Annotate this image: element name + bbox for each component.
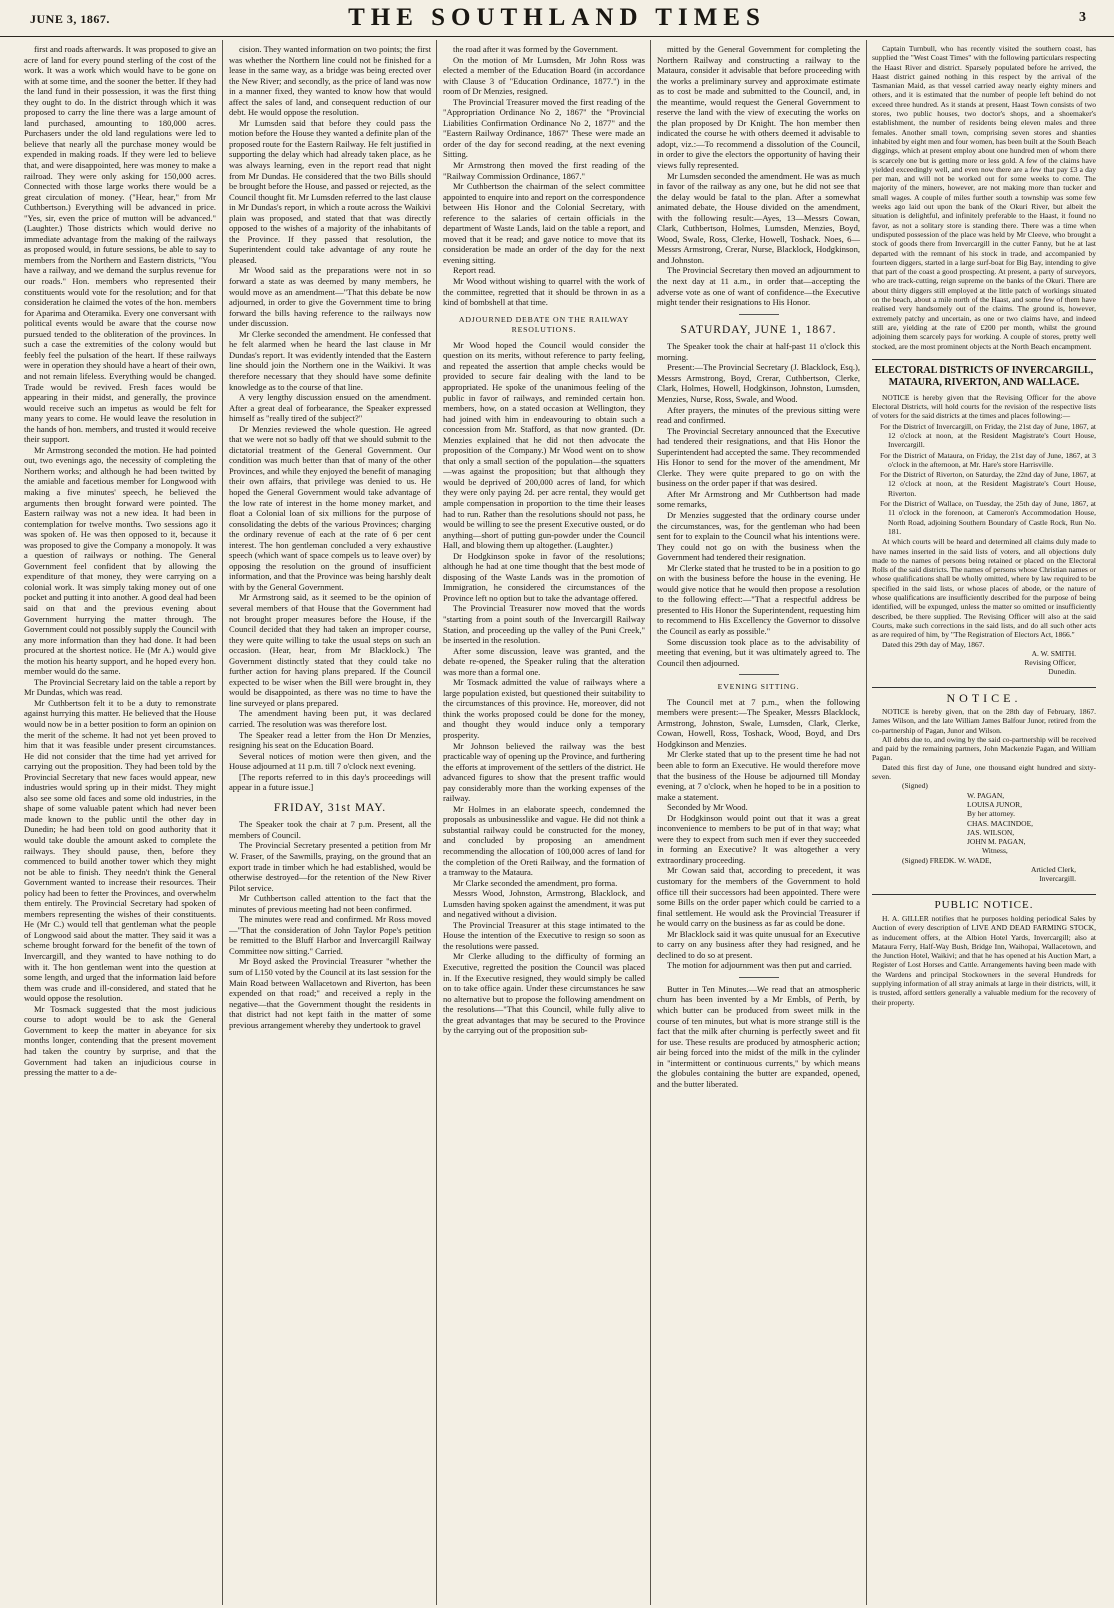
column-rule xyxy=(222,40,223,1605)
article-paragraph: Mr Cowan said that, according to precedent, it was customary for the members of the Government to hold office till their successors had been appointed. There were some Bills on the order paper which could be carried to a final settlement. He would ask the Provincial Treasurer if he would carry on the business as far as could be done. xyxy=(657,865,860,929)
notice-body: NOTICE is hereby given, that on the 28th day of February, 1867. James Wilson, and the late William James Balfour Junor, retired from the co-partnership of Pagan, Junor and Wilson. xyxy=(872,707,1096,735)
article-paragraph: A very lengthy discussion ensued on the amendment. After a great deal of forbearance, the Speaker expressed himself as "really tired of the subject?" xyxy=(229,392,431,424)
article-paragraph: mitted by the General Government for completing the Northern Railway and constructing a railway to the Mataura, consider it advisable that before proceeding with the works a preliminary survey and approximate estimate as to cost be made and submitted to the Council, and, in the meantime, would request the General Government to reserve the land with the view of executing the works on the plan proposed by Dr Knight. The hon member then indicated the course he with others deemed it advisable to adopt, viz.:—To recommend a dissolution of the Council, in order to give the electors the opportunity of having their views fully represented. xyxy=(657,44,860,171)
article-paragraph: Mr Blacklock said it was quite unusual for an Executive to carry on any business after they had resigned, and he declined to do so at present. xyxy=(657,928,860,960)
article-paragraph: On the motion of Mr Lumsden, Mr John Ross was elected a member of the Education Board (in accordance with Clause 3 of "Education Ordinance, 1877.") in the room of Dr Menzies, resigned. xyxy=(443,54,645,97)
public-notice-body: H. A. GILLER notifies that he purposes holding periodical Sales by Auction of every description of LIVE AND DEAD FARMING STOCK, as inducement offers, at the Albion Hotel Yards, Invercargill; also at Mataura Ferry, Half-Way Bush, Bridge Inn, Waihopai, Wallacetown, and the Junction Hotel, Waikivi; and that he has opened at his Auction Mart, a Register of Lost Horses and Cattle. Arrangements having been made with the Wardens and principal Stockowners in the several Hundreds for supplying information of all stray animals at large in their districts, will, it is trusted, afford settlers generally a valuable medium for the recovery of their property. xyxy=(872,913,1096,1007)
issue-date: JUNE 3, 1867. xyxy=(30,12,110,26)
article-paragraph: Mr Holmes in an elaborate speech, condemned the proposals as unbusinesslike and vague. He did not think a substantial railway could be constructed for the money, and concluded by proposing an amendment recommending the allocation of 100,000 acres of land for the completion of the Oreti Railway, and the formation of a tramway to the Mataura. xyxy=(443,803,645,878)
article-paragraph: Mr Cuthbertson felt it to be a duty to remonstrate against hurrying this matter. He believed that the House would now be in a better position to form an opinion on the merit of the scheme. It had not yet been proved to him that it was feasible under present circumstances. He did not consider that the time had yet arrived for carrying out the proposition. They had been told by the Provincial Secretary that new faces would appear, new industries would spring up in their midst. They might also see some old faces and some old industries, in the shape of some valuable patent which had never been made known to the public until the other day in Dunedin; he had been told on good authority that it would take double the amount asked to complete the railways. They should pause, then, before they commenced to build another tower which they might not be able to finish. They needn't think the General Government wanted to increase their resources. Their policy had been to fetter the Provinces, and overwhelm them entirely. The Provincial Secretary had spoken of members representing the wishes of their constituents. He (Mr C.) would tell that gentleman what the people of Longwood said about the matter. They said it was a scheme brought forward for the benefit of the town of Invercargill, and they wanted to have nothing to do with it. The hon gentleman went into the question at some length, and urged that the information laid before them was crude and ill-considered, and stated that he would oppose the resolution. xyxy=(24,697,216,1004)
section-rule xyxy=(739,314,779,315)
electoral-body: At which courts will be heard and determined all claims duly made to have names inserted in the said lists of voters, and all objections duly made to the names of persons being retained or placed on the Electoral Rolls of the said districts. The names of persons whose Christian names or whose qualifications shall be wholly omitted, where by law required to be specified in the said lists, or whose places of abode, or the nature of whose qualifications are insufficiently described for the purpose of being identified, will be expunged, unless the matter so omitted or insufficiently described, be there supplied. The Revising Officer will also at the said Courts, make such corrections in the said lists, and do all such other acts as are required of him, by "The Registration of Electors Act, 1866." xyxy=(872,537,1096,640)
article-paragraph: Some discussion took place as to the advisability of meeting that evening, but it was ultimately agreed to. The Council then adjourned. xyxy=(657,636,860,668)
notice-signer: JAS. WILSON, xyxy=(967,827,1015,837)
column-1 xyxy=(24,44,216,1604)
article-paragraph: The Provincial Treasurer moved the first reading of the "Appropriation Ordinance No 2, 1867" the "Provincial Liabilities Confirmation Ordinance No 2, 1877" and the "Eastern Railway Ordinance, 1867" These were made an order of the day for second reading, at the next evening Sitting. xyxy=(443,96,645,160)
article-paragraph: Mr Clerke seconded the amendment. He confessed that he felt alarmed when he heard the last clause in Mr Dundas's report. It was evidently intended that the Eastern line should join the Northern one in the Waikivi. It was therefore necessary that they should have some definite knowledge as to the course of that line. xyxy=(229,328,431,392)
article-paragraph: Mr Cuthbertson the chairman of the select committee appointed to enquire into and report on the correspondence between His Honor and the Colonial Secretary, with reference to the salaries of certain officials in the department of Waste Lands, laid on the table a report, and moved that it be read; and gave notice to move that its consideration be made an order of the day for the next evening sitting. xyxy=(443,181,645,265)
electoral-court-item: For the District of Wallace, on Tuesday, the 25th day of June, 1867, at 11 o'clock in the forenoon, at Cameron's Accommodation House, North Road, adjoining Southern Boundary of Castle Rock, Run No. 181. xyxy=(880,499,1096,536)
article-paragraph: Dr Menzies reviewed the whole question. He agreed that we were not so badly off that we should submit to the dictatorial treatment of the General Government. Our condition was much better than that of many of the other Provinces, and while they enjoyed the benefit of managing their own affairs, that privilege was denied to us. He hoped the General Government would take advantage of the low rate of interest in the home money market, and float a Colonial loan of six millions for the purpose of consolidating the debts of the various Provinces; charging the ordinary revenue of each at the rate of 6 per cent interest. The hon gentleman concluded a very exhaustive speech (which want of space compels us to leave over) by opposing the resolution on the ground of insufficient information, and that the Province was being harshly dealt with by the General Government. xyxy=(229,423,431,592)
notice-debts: All debts due to, and owing by the said co-partnership will be received and paid by the remaining partners, John Mackenzie Pagan, and William Pagan. xyxy=(872,734,1096,763)
notice-signer: CHAS. MACINDOE, xyxy=(967,818,1034,828)
article-paragraph: Mr Wood said as the preparations were not in so forward a state as was deemed by many members, he would move as an amendment—"That this debate be now adjourned, in order to give the Government time to bring forward the bills having reference to the railways now under discussion. xyxy=(229,265,431,329)
electoral-signer: A. W. SMITH. xyxy=(1031,648,1076,658)
article-paragraph: After prayers, the minutes of the previous sitting were read and confirmed. xyxy=(657,404,860,426)
article-paragraph: The Speaker took the chair at half-past 11 o'clock this morning. xyxy=(657,341,860,362)
electoral-role: Revising Officer, xyxy=(1024,658,1076,668)
article-paragraph: After Mr Armstrong and Mr Cuthbertson had made some remarks, xyxy=(657,488,860,510)
article-paragraph: Mr Clerke stated that up to the present time he had not been able to form an Executive. He would therefore move that the business of the House be adjourned till Monday evening, at 7 o'clock, when he hoped to be in a position to make a statement. xyxy=(657,749,860,802)
masthead xyxy=(0,0,1114,37)
section-heading: SATURDAY, JUNE 1, 1867. xyxy=(680,323,837,336)
article-paragraph: Mr Clerke stated that he trusted to be in a position to go on with the business before the house in the evening. He would give notice that he would then propose a resolution to the following effect:—"That a respectful address be presented to His Honor the Superintendent, requesting him to recommend to His Excellency the Governor to dissolve the Council as early as possible." xyxy=(657,562,860,636)
article-paragraph: Mr Lumsden said that before they could pass the motion before the House they wanted a definite plan of the proposed route for the Eastern Railway. He felt justified in supporting the delay which had already taken place, as he was always learning, even in the report read that night from Mr Dundas. He considered that the two Bills should be brought before the House, and passed or rejected, as the Council thought fit. Mr Lumsden referred to the last clause in Mr Dundas's report, in which a route across the Waikivi plain was proposed, and stated that that was directly opposed to the wishes of a majority of the inhabitants of the Province. If they passed that resolution, the Superintendent could take advantage of any route he pleased. xyxy=(229,117,431,265)
notice-witness-label: Witness, xyxy=(982,846,1008,856)
article-paragraph: The Provincial Secretary laid on the table a report by Mr Dundas, which was read. xyxy=(24,676,216,698)
article-paragraph: The Council met at 7 p.m., when the following members were present:—The Speaker, Messrs Blacklock, Armstrong, Johnston, Swale, Lumsden, Clark, Clerke, Cowan, Howell, Ross, Toshack, Wood, Boyd, and Drs Hodgkinson and Menzies. xyxy=(657,696,860,749)
article-paragraph: Messrs Wood, Johnston, Armstrong, Blacklock, and Lumsden having spoken against the amendment, it was put and negatived without a division. xyxy=(443,888,645,920)
article-paragraph: Butter in Ten Minutes.—We read that an atmospheric churn has been invented by a Mr Embls, of Perth, by which butter can be produced from sweet milk in the course of ten minutes, but what is more strange still is the fact that the milk after churning is perfectly sweet and fit for use. These results are produced by atmospheric action; air being forced into the midst of the milk in the cylinder in "intermittent or continuous currents," by which means the globules containing the butter are expanded, opened, and the butter liberated. xyxy=(657,983,860,1089)
section-rule xyxy=(739,674,779,675)
column-4 xyxy=(657,44,860,1604)
article-paragraph: The Provincial Secretary announced that the Executive had tendered their resignations, and that His Honor the Superintendent had accepted the same. They recommended His Honor to send for the mover of the amendment, Mr Clerke. They were quite prepared to go on with the business on the order paper if that was desired. xyxy=(657,425,860,489)
electoral-heading: ELECTORAL DISTRICTS OF INVERCARGILL, MATAURA, RIVERTON, AND WALLACE. xyxy=(872,359,1096,389)
article-paragraph: Mr Wood without wishing to quarrel with the work of the committee, regretted that it should be thrown in as a kind of bombshell at that time. xyxy=(443,276,645,308)
notice-heading: NOTICE. xyxy=(872,687,1096,703)
article-paragraph: Captain Turnbull, who has recently visited the southern coast, has supplied the "West Coast Times" with the following particulars respecting the Haast River and district. Sparsely populated before he arrived, the Haast district gained nothing in this respect by the arrival of the Tasmanian Maid, as that vessel carried away nearly eighty miners and others, and it is estimated that the number of people left behind do not exceed three hundred. As it stands at present, Haast Town consists of two stores, two public houses, two doctor's shops, and a shoemaker's establishment, the number of residents being eleven males and three females. Another small town, comprising seven stores and shanties inhabited by eight men and four women, has been built at the South Beach diggings, which at present employ about one hundred men of whom there is scarcely one but is getting more or less gold. A few of the claims have yielded exceedingly well, and even now there are a few that pay £3 a day per man, and will not be worked out for some weeks to come. The majority of the miners, however, are not making more than tucker and small wages. A couple of miles further south a township was some few weeks ago laid out upon the bank of the Okuri River, but albeit the situation is delightful, and infinitely preferable to the Haast, it found no favor, as not a solitary store is standing there. There was a time when undisputed possession of the place was held by Mr Cleeve, who brought a stock of goods there from Invercargill in the cutter Fanny, but he at last departed with the remnant of his stock in trade, and accompanied by fourteen diggers, started in a large surf-boat for Big Bay, intending to give that part of the coast a good prospecting. At present, a party of surveyors, who are track-cutting, reign supreme on the banks of the Okuri. There are about thirty diggers still employed at the little patch of workings situated on the beach, about a mile north of the Haast, and some few of them have realised very handsomely out of the claims. The ground is, however, extremely patchy and uncertain, as one or two claims have, and indeed still are, yielding at the rate of £200 per month, whilst the ground adjoining them scarcely pays for working. A couple of stores, pretty well stocked, are the most prominent objects at the North Beach encampment. xyxy=(872,44,1096,351)
column-rule xyxy=(650,40,651,1605)
article-paragraph: The motion for adjournment was then put and carried. xyxy=(667,960,852,971)
article-paragraph: Mr Clarke seconded the amendment, pro forma. xyxy=(453,877,618,888)
article-paragraph: Mr Lumsden seconded the amendment. He was as much in favor of the railway as any one, but he did not see that the delay would be fatal to the plan. After a somewhat animated debate, the House divided on the amendment, with the following result:—Ayes, 13—Messrs Cowan, Clark, Cuthbertson, Holmes, Lumsden, Menzies, Boyd, Wood, Swale, Ross, Clerke, Howell, Toshack. Noes, 6—Messrs Armstrong, Crerar, Nurse, Blacklock, Hodgkinson, and Johnston. xyxy=(657,170,860,265)
article-paragraph: The Speaker took the chair at 7 p.m. Present, all the members of Council. xyxy=(229,819,431,840)
partnership-notice xyxy=(872,687,1096,884)
article-paragraph: the road after it was formed by the Government. xyxy=(453,44,618,54)
subsection-heading: EVENING SITTING. xyxy=(717,682,800,692)
notice-signer: By her attorney. xyxy=(967,809,1016,819)
article-paragraph: The Speaker read a letter from the Hon Dr Menzies, resigning his seat on the Education Board. xyxy=(229,729,431,751)
notice-signer: JOHN M. PAGAN, xyxy=(967,837,1026,847)
article-paragraph: Dr Hodgkinson spoke in favor of the resolutions; although he had at one time thought that the best mode of disposing of the Waste Lands was in the promotion of Immigration, he considered the circumstances of the Province left no option but to take the advantage offered. xyxy=(443,550,645,603)
article-paragraph: Mr Tosmack admitted the value of railways where a large population existed, but questioned their suitability to the circumstances of this province. He, moreover, did not think the works proposed could be done for the money, and thought they would induce only a temporary prosperity. xyxy=(443,677,645,740)
section-heading: FRIDAY, 31st MAY. xyxy=(273,801,387,814)
article-paragraph: Mr Boyd asked the Provincial Treasurer "whether the sum of L150 voted by the Council at its last session for the Main Road between Wallacetown and Riverton, has been expended on that road;" and received a reply in the negative—that the Government thought the residents in that district had not kept faith in the matter of some previous arrangement whereby they undertook to gravel xyxy=(229,956,431,1030)
article-paragraph: Several notices of motion were then given, and the House adjourned at 11 p.m. till 7 o'clock next evening. xyxy=(229,750,431,772)
column-rule xyxy=(866,40,867,1605)
article-paragraph: Mr Tosmack suggested that the most judicious course to adopt would be to ask the General Government to keep the matter in abeyance for six months longer, contending that the present movement had taken the country by surprise, and that the Government had taken an injudicious course in pressing the matter to a de- xyxy=(24,1003,216,1078)
notice-signed-label: (Signed) xyxy=(902,781,928,791)
article-paragraph: Present:—The Provincial Secretary (J. Blacklock, Esq.), Messrs Armstrong, Boyd, Crerar, Cuthbertson, Clerke, Clark, Holmes, Howell, Hodgkinson, Johnston, Lumsden, Menzies, Nurse, Ross, Swale, and Wood. xyxy=(657,362,860,404)
article-paragraph: Mr Armstrong said, as it seemed to be the opinion of several members of that House that the Government had not brought proper measures before the House, if the Council decided that they had taken an improper course, they were quite willing to take the usual steps on such an occasion. (Hear, hear, from Mr Blacklock.) The Government distinctly stated that they could take no further action for having plans prepared. If the Council expected to be wiser when the Bill were brought in, they would be disappointed, as there was no time to have the line surveyed or plans prepared. xyxy=(229,592,431,708)
article-paragraph: The minutes were read and confirmed. Mr Ross moved—"That the consideration of John Taylor Pope's petition be remitted to the Bluff Harbor and Invercargill Railway Committee now sitting." Carried. xyxy=(229,914,431,956)
article-paragraph: [The reports referred to in this day's proceedings will appear in a future issue.] xyxy=(229,771,431,793)
article-paragraph: The Provincial Treasurer at this stage intimated to the House the intention of the Executive to resign so soon as the resolutions were passed. xyxy=(443,919,645,951)
electoral-court-item: For the District of Mataura, on Friday, the 21st day of June, 1867, at 3 o'clock in the afternoon, at Mr. Hare's store Harrisville. xyxy=(880,450,1096,469)
article-paragraph: The Provincial Treasurer now moved that the words "starting from a point south of the Invercargill Railway Station, and proceeding up the valley of the Puni Creek," be inserted in the resolution. xyxy=(443,603,645,646)
article-paragraph: The Provincial Secretary then moved an adjournment to the next day at 11 a.m., in order that—accepting the adverse vote as one of want of confidence—the Executive might tender their resignations to His Honor. xyxy=(657,265,860,308)
column-5 xyxy=(872,44,1096,1604)
notice-signer: W. PAGAN, xyxy=(967,790,1005,800)
article-paragraph: Seconded by Mr Wood. xyxy=(667,802,748,813)
column-rule xyxy=(436,40,437,1605)
article-paragraph: Mr Cuthbertson called attention to the fact that the minutes of previous meeting had not been confirmed. xyxy=(229,893,431,914)
article-paragraph: Mr Wood hoped the Council would consider the question on its merits, without reference to party feeling, and repeated the assertion that ample checks would be provided to secure fair dealing with the land to be appropriated. He spoke of the unanimous feeling of the public in favor of railways, and reminded certain hon. members, how, on a stated occasion at Wellington, they had joined with him in endeavouring to obtain such a concession from Mr. Stafford, as that now granted. (Dr. Menzies explained that he did not then advocate the proposition of the Company.) Mr Wood went on to show that only a small section of the population—the squatters—was against the proposition; but that although they would be deprived of 200,000 acres of land, for which they were only paying 2d. per acre rental, they would get ample compensation in proportion to the time their leases had to run. Rather than the resolutions should not pass, he would be willing to see the present Executive ousted, or do anything—short of putting gun-powder under the Council Hall, and blowing them up altogether. (Laughter.) xyxy=(443,339,645,551)
article-paragraph: Mr Johnson believed the railway was the best practicable way of opening up the Province, and furthering the efforts at improvement of the settlers of the district. He advanced figures to show that the present traffic would pay considerably more than the working expenses of the railway. xyxy=(443,740,645,804)
article-paragraph: Dr Menzies suggested that the ordinary course under the circumstances, was, for the gentleman who had been sent for to explain to the Council what his intentions were. They could not go on with the business when the Government had tendered their resignation. xyxy=(657,509,860,563)
electoral-court-item: For the District of Invercargill, on Friday, the 21st day of June, 1867, at 12 o'clock at noon, at the Resident Magistrate's Court House, Invercargill. xyxy=(880,421,1096,450)
article-paragraph: The amendment having been put, it was declared carried. The resolution was was therefore lost. xyxy=(229,708,431,729)
article-paragraph: cision. They wanted information on two points; the first was whether the Northern line could not be finished for a lease in the same way, as a bridge was being erected over the New River; and secondly, as the price of land was now in a manner fixed, they wanted to know how that would affect the sales of land, and consequent reduction of our debt. He would oppose the resolution. xyxy=(229,44,431,118)
notice-signer: LOUISA JUNOR, xyxy=(967,799,1023,809)
article-paragraph: first and roads afterwards. It was proposed to give an acre of land for every pound sterling of the cost of the work. It was a work which would have to be gone on with at some time, and the sooner the better. If they had the land fund in their possession, it was the first thing they ought to do. In the district through which it was proposed to carry the line there was a large amount of land purchased, amounting to 180,000 acres. Purchasers under the old land regulations were led to believe that nearly all the purchase money would be expended in making roads. If they were led to believe that, and were disappointed, here was money to make a railroad. They were only asking for 150,000 acres. Connected with those large works there would be a great circulation of money. ("Hear, hear," from Mr Cuthbertson.) Everything will be advanced in price. "Yes, sir, even the price of mutton will be advanced." (Laughter.) Those districts which would derive no immediate advantage from the making of the railways as proposed would, in future sessions, be able to say to members from the Northern and Eastern districts, "You have a railway, and we demand the surplus revenue for our roads." Hon. members who represented their constituents would vote for the resolution; and for that consideration he claimed the votes of the hon. members for Aparima and Oteramika. Every one conversant with political events would be aware that the course now pursued tended to the obliteration of the provinces. In such a case the extremities of the colony would but feebly feel the pulsation of the heart. If these railways were in operation they should have a heart of their own, and not remain lifeless. Everything would be changed. Trade would be revived. Fresh faces would be appearing in their midst, and generally, the province would receive such an impetus as would be felt for many years to come. He would leave the resolution in the hands of hon. members, and trusted it would receive their support. xyxy=(24,44,216,445)
section-rule xyxy=(739,977,779,978)
article-paragraph: Mr Armstrong then moved the first reading of the "Railway Commission Ordinance, 1867." xyxy=(443,160,645,181)
electoral-intro: NOTICE is hereby given that the Revising Officer for the above Electoral Districts, will hold courts for the revision of the respective lists of voters for the said districts at the times and places following:— xyxy=(872,392,1096,421)
article-paragraph: The Provincial Secretary presented a petition from Mr W. Fraser, of the Sawmills, praying, on the ground that an export trade in timber which he had established, would be otherwise destroyed—for the retention of the New River Pilot service. xyxy=(229,840,431,893)
column-3 xyxy=(443,44,645,1604)
newspaper-title: THE SOUTHLAND TIMES xyxy=(348,4,766,31)
notice-witness: (Signed) FREDK. W. WADE, xyxy=(902,855,992,865)
article-paragraph: Mr Armstrong seconded the motion. He had pointed out, two evenings ago, the necessity of completing the Northern works; and although he had been twitted by the amiable and facetious member for Longwood with making a five minutes' speech, he believed the arguments then brought forward were pointed. The Eastern railway was not a new idea. It had been in contemplation for twelve months. Two sessions ago it was spoken of. He was then opposed to it, because it was proposed to give the Company a monopoly. It was a question of railways or nothing. The General Government feel confident that by allowing the expenditure of that money, they were carrying on a colonial work. It was simply taking money out of one pocket and putting it into another. A good deal had been said on that and the previous evening about Government hurrying the matter through. The Government could not possibly supply the Council with any more information than they had done. It had been procured at the shortest notice. He (Mr A.) would give the motion his hearty support, and he hoped every hon. member would do the same. xyxy=(24,444,216,677)
article-paragraph: After some discussion, leave was granted, and the debate re-opened, the Speaker ruling that the alteration was more than a formal one. xyxy=(443,645,645,677)
article-paragraph: Mr Clerke alluding to the difficulty of forming an Executive, regretted the position the Council was placed in. If the Executive resigned, they would simply be called on to take office again. Under these circumstances he saw no alternative but to propose the following amendment on the resolutions—"That this Council, while fully alive to the great advantages that may be secured to the Province by the carrying out of the proposition sub- xyxy=(443,951,645,1036)
electoral-dated: Dated this 29th day of May, 1867. xyxy=(882,639,985,649)
notice-dated: Dated this first day of June, one thousand eight hundred and sixty-seven. xyxy=(872,762,1096,782)
electoral-notice xyxy=(872,359,1096,677)
public-notice-heading: PUBLIC NOTICE. xyxy=(872,894,1096,910)
page-number: 3 xyxy=(1079,10,1086,25)
notice-witness-place: Invercargill. xyxy=(1039,874,1076,884)
subsection-heading: ADJOURNED DEBATE ON THE RAILWAY RESOLUTIONS. xyxy=(458,314,630,335)
public-notice xyxy=(872,894,1096,1007)
electoral-place: Dunedin. xyxy=(1048,667,1076,677)
column-2 xyxy=(229,44,431,1604)
notice-witness-role: Articled Clerk, xyxy=(1031,865,1076,875)
electoral-court-item: For the District of Riverton, on Saturday, the 22nd day of June, 1867, at 12 o'clock at noon, at the Resident Magistrate's Court House, Riverton. xyxy=(880,470,1096,498)
article-paragraph: Dr Hodgkinson would point out that it was a great inconvenience to members to be put of in that way; what were they to expect from such men if ever they succeeded in forming an Executive? It was altogether a very extraordinary proceeding. xyxy=(657,812,860,865)
article-paragraph: Report read. xyxy=(453,265,496,276)
